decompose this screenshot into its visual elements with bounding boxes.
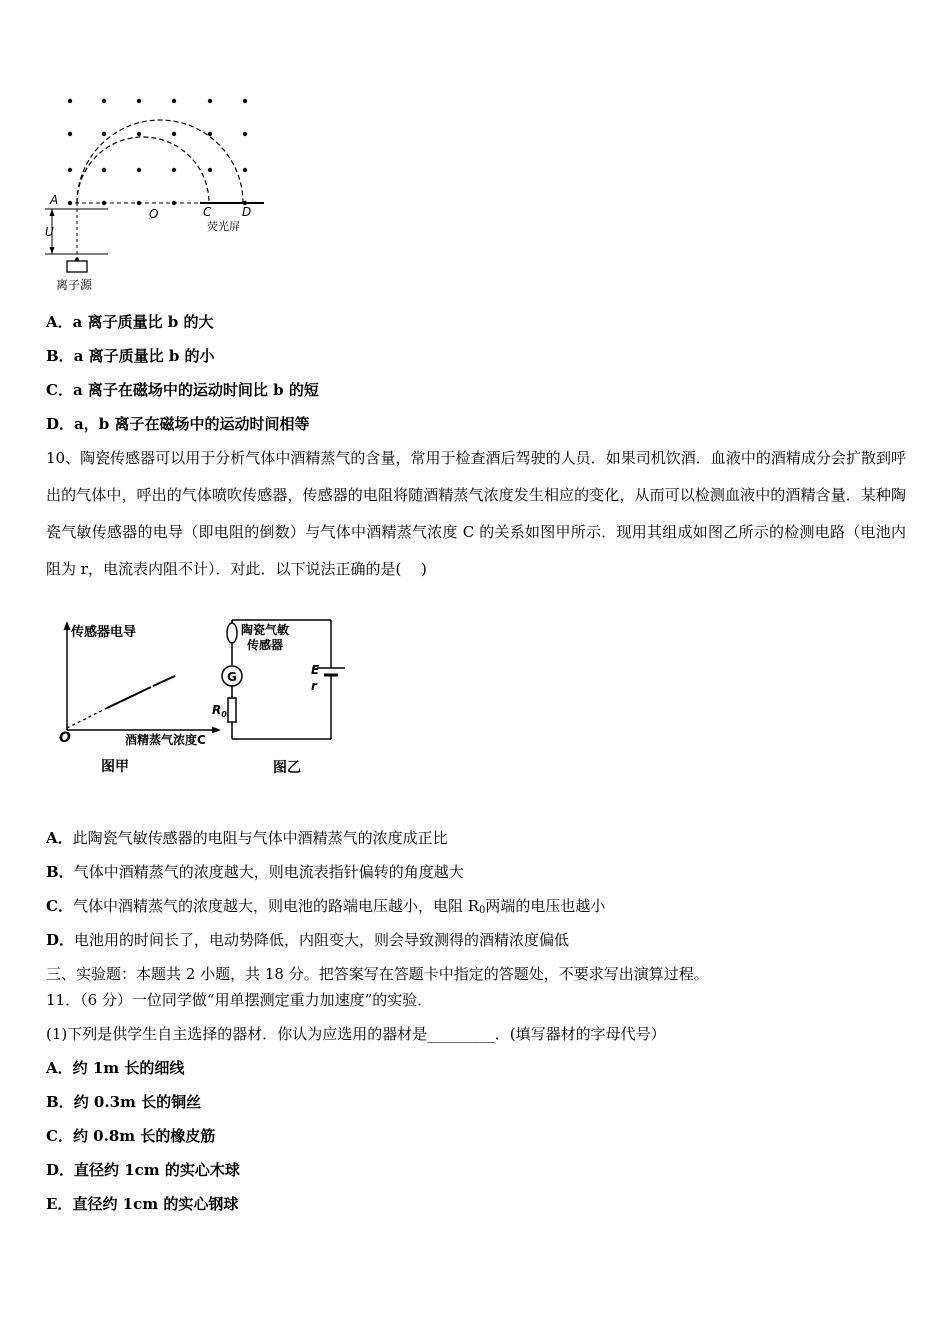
q11-title: 11．（6 分）一位同学做“用单摆测定重力加速度”的实验． [46,991,433,1009]
label-u: U [45,225,54,239]
emf-label: E [311,663,320,677]
q9-option-b: B．a 离子质量比 b 的小 [46,347,215,365]
q10-option-d: D．电池用的时间长了，电动势降低，内阻变大，则会导致测得的酒精浓度偏低 [46,931,570,949]
q9-option-c: C．a 离子在磁场中的运动时间比 b 的短 [46,381,319,399]
q11-option-a: A．约 1m 长的细线 [46,1059,185,1077]
section-header: 三、实验题：本题共 2 小题，共 18 分。把答案写在答题卡中指定的答题处，不要求写出演算过程。 [46,965,709,983]
galvanometer-label: G [227,670,237,684]
label-a: A [50,193,59,207]
label-o: O [149,207,159,221]
q9-option-a: A．a 离子质量比 b 的大 [46,313,214,331]
internal-resistance-label: r [311,679,317,693]
label-c: C [203,205,212,219]
circuit-caption: 图乙 [273,760,301,776]
sensor-label-line1: 陶瓷气敏 [241,623,290,637]
resistor-label: $R_0$ [212,703,227,719]
q11-subquestion-1: (1)下列是供学生自主选择的器材．你认为应选用的器材是_________．(填写器材的字母代号） [46,1025,666,1043]
q11-option-e: E．直径约 1cm 的实心钢球 [46,1195,239,1213]
graph-x-label: 酒精蒸气浓度C [125,733,206,747]
ion-source-label: 离子源 [56,278,93,292]
q11-option-c: C．约 0.8m 长的橡皮筋 [46,1127,216,1145]
q10-option-c: C．气体中酒精蒸气的浓度越大，则电池的路端电压越小，电阻 $R_0$两端的电压也越小 [46,897,606,916]
detection-circuit [205,612,345,778]
q10-option-a: A．此陶瓷气敏传感器的电阻与气体中酒精蒸气的浓度成正比 [46,829,448,847]
q9-option-d: D．a，b 离子在磁场中的运动时间相等 [46,415,310,433]
q11-option-b: B．约 0.3m 长的铜丝 [46,1093,202,1111]
graph-y-label: 传感器电导 [71,625,137,640]
sensor-label-line2: 传感器 [247,638,284,652]
screen-label: 荧光屏 [207,220,240,233]
graph-origin: O [59,730,71,746]
mass-spectrometer-figure [40,88,280,298]
q10-stem: 10、陶瓷传感器可以用于分析气体中酒精蒸气的含量，常用于检查酒后驾驶的人员．如果司机饮酒．血液中的酒精成分会扩散到呼出的气体中，呼出的气体喷吹传感器，传感器的电阻将随酒精蒸气浓度发生相应的变化，从而可以检测血液中的酒精含量．某种陶瓷气敏传感器的电导（即电阻的倒数）与气体中酒精蒸气浓度 C 的关系如图甲所示．现用其组成如图乙所示的检测电路（电池内阻为 r，电流表内阻不计）．对此．以下说法正确的是( ) [46,449,906,578]
q11-option-d: D．直径约 1cm 的实心木球 [46,1161,240,1179]
graph-caption: 图甲 [101,759,129,775]
label-d: D [242,205,252,219]
q10-option-b: B．气体中酒精蒸气的浓度越大，则电流表指针偏转的角度越大 [46,863,464,881]
